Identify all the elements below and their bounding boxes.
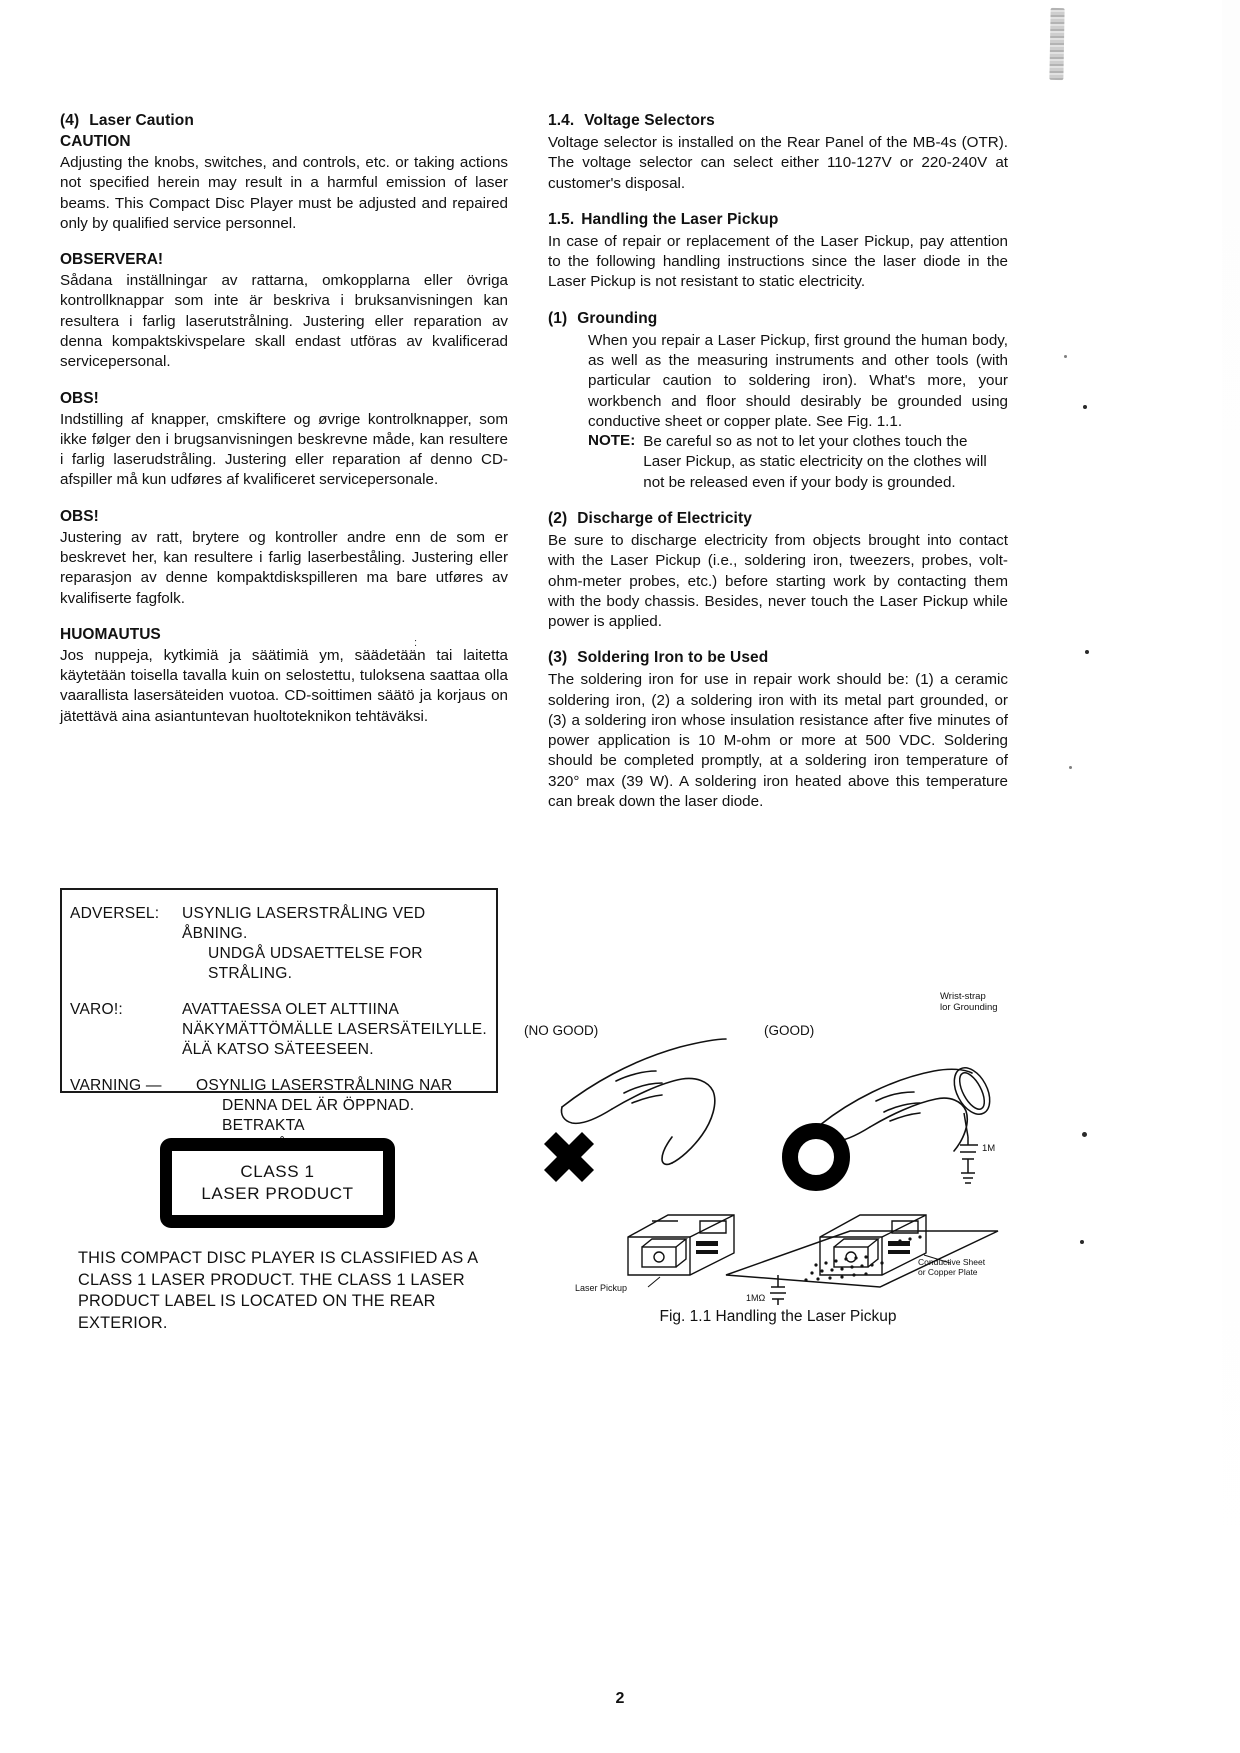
soldering-iron-paragraph: The soldering iron for use in repair work should be: (1) a ceramic soldering iron, (2) a soldering iron with its metal part grounded, or (3) a soldering iron whose insulation resistance after five minutes of power application is 10 M-ohm or more at 500 VDC. Soldering should be completed promptly, at a soldering iron temperature of 320° max (39 W). A soldering iron heated above this temperature can break down the laser diode. <box>548 671 1008 811</box>
left-column <box>60 112 508 727</box>
section-heading-discharge <box>548 510 1008 528</box>
section-number: (1) <box>548 309 568 327</box>
section-heading-soldering-iron <box>548 649 1008 667</box>
section-title: Handling the Laser Pickup <box>581 210 779 228</box>
obs-danish-paragraph: Indstilling af knapper, cmskiftere og øvrige kontrolknapper, som ikke følger den i brugsanvisningen beskrevne måde, kan resultere i farlig laserudstråling. Justering eller reparation af denno CD-afspiller må kun udføres af kvalificeret servicepersonale. <box>60 410 508 489</box>
section-number: (2) <box>548 509 568 527</box>
section-title: Grounding <box>577 309 658 327</box>
resistor-symbol-right <box>960 1137 978 1183</box>
section-number: (4) <box>60 112 80 129</box>
class-label-line-2: LASER PRODUCT <box>201 1184 354 1203</box>
section-heading-grounding <box>548 310 1008 328</box>
warning-key: VARNING — <box>70 1076 162 1094</box>
scan-speck <box>1085 650 1089 654</box>
figure-1-1-illustration <box>520 975 1020 1305</box>
laser-warning-box <box>60 888 498 1134</box>
warning-key: VARO!: <box>70 1000 123 1018</box>
warning-line: NÄKYMÄTTÖMÄLLE LASERSÄTEILYLLE. <box>182 1020 487 1038</box>
figure-label-laser-pickup: Laser Pickup <box>575 1283 628 1293</box>
section-heading-handling-laser-pickup <box>548 211 1008 229</box>
figure-caption: Fig. 1.1 Handling the Laser Pickup <box>659 1308 897 1325</box>
warning-line: ÄLÄ KATSO SÄTEESEEN. <box>182 1040 374 1058</box>
grounding-note <box>588 432 1008 493</box>
x-mark-icon <box>550 1138 588 1176</box>
scan-speck <box>1083 405 1087 409</box>
scan-speck <box>1080 1240 1084 1244</box>
figure-label-conductive-2: or Copper Plate <box>918 1267 978 1277</box>
class-label-inner <box>172 1151 383 1215</box>
observera-heading: OBSERVERA! <box>60 251 164 269</box>
grounding-paragraph: When you repair a Laser Pickup, first ground the human body, as well as the measuring instruments and other tools (with particular caution to soldering iron). What's more, your workbench and floor should desirably be grounded using conductive sheet or copper plate. See Fig. 1.1. <box>588 331 1008 430</box>
circle-mark-icon <box>790 1131 842 1183</box>
right-column <box>548 112 1008 812</box>
discharge-paragraph: Be sure to discharge electricity from objects brought into contact with the Laser Pickup (i.e., soldering iron, tweezers, probes, volt-ohm-meter probes, etc.) before starting work by contacting them with the body chassis. Besides, never touch the Laser Pickup while power is applied. <box>548 531 1008 631</box>
warning-line: AVATTAESSA OLET ALTTIINA <box>182 1000 400 1018</box>
huomautus-paragraph: Jos nuppeja, kytkimiä ja säätimiä ym, säädetään tai laitetta käytetään toisella tavalla kuin on selostettu, tuloksena saattaa olla vaarallista lasersäteiden vuotoa. CD-soittimen säätö ja korjaus on jätettävä aina asiantuntevan huoltoteknikon tehtäväksi. <box>60 646 508 725</box>
warning-value <box>182 1000 488 1060</box>
figure-label-wrist-strap-1: Wrist-strap <box>940 991 986 1002</box>
handling-laser-pickup-paragraph: In case of repair or replacement of the Laser Pickup, pay attention to the following handling instructions since the laser diode in the Laser Pickup is not resistant to static electricity. <box>548 232 1008 291</box>
section-title: Laser Caution <box>89 112 194 129</box>
class-label-caption: THIS COMPACT DISC PLAYER IS CLASSIFIED AS A CLASS 1 LASER PRODUCT. THE CLASS 1 LASER PRODUCT LABEL IS LOCATED ON THE REAR EXTERIOR. <box>78 1249 478 1333</box>
section-heading-voltage-selectors <box>548 112 1008 130</box>
obs-norwegian-heading: OBS! <box>60 507 99 525</box>
scan-smudge-artifact <box>1049 8 1064 80</box>
class-label-line-1: CLASS 1 <box>240 1162 315 1182</box>
obs-danish-heading: OBS! <box>60 389 99 407</box>
warning-key: ADVERSEL: <box>70 905 160 922</box>
figure-label-1m-right: 1M <box>982 1143 996 1154</box>
obs-norwegian-paragraph: Justering av ratt, brytere og kontroller andre enn de som er beskrevet her, kan resultere i farlig laserbeståling. Justering eller reparasjon av denne kompaktdiskspilleren ma bare utføres av kvalifiserte fagfolk. <box>60 528 508 607</box>
warning-row-adversel <box>70 904 488 984</box>
figure-label-good: (GOOD) <box>764 1023 815 1038</box>
warning-value <box>182 904 488 984</box>
section-number: (3) <box>548 649 568 667</box>
warning-line: DENNA DEL ÄR ÖPPNAD. BETRAKTA <box>222 1096 415 1134</box>
note-text: Be careful so as not to let your clothes touch the Laser Pickup, as static electricity on the clothes will not be released even if your body is grounded. <box>643 433 987 491</box>
section-title: Voltage Selectors <box>584 112 715 129</box>
section-title: Soldering Iron to be Used <box>577 649 769 667</box>
warning-line: UNDGÅ UDSAETTELSE FOR STRÅLING. <box>208 944 423 982</box>
scan-speck <box>1082 1132 1087 1137</box>
scan-speck <box>1064 355 1067 358</box>
figure-label-1m-bottom: 1MΩ <box>746 1293 766 1303</box>
grounding-body <box>588 331 1008 432</box>
section-number: 1.5. <box>548 210 575 228</box>
warning-line: USYNLIG LASERSTRÅLING VED ÅBNING. <box>182 905 426 942</box>
stray-mark: : <box>414 637 418 649</box>
figure-label-wrist-strap-2: lor Grounding <box>940 1002 998 1013</box>
laser-pickup-left <box>628 1215 734 1275</box>
class-1-laser-product-label <box>160 1138 395 1228</box>
voltage-selectors-paragraph: Voltage selector is installed on the Rear Panel of the MB-4s (OTR). The voltage selector can select either 110-127V or 220-240V at customer's disposal. <box>548 134 1008 192</box>
laser-pickup-left-detail <box>696 1241 718 1254</box>
figure-label-no-good: (NO GOOD) <box>524 1023 599 1038</box>
label-leader-lines <box>648 1255 950 1287</box>
caution-heading: CAUTION <box>60 133 131 150</box>
observera-paragraph: Sådana inställningar av rattarna, omkopplarna eller övriga kontrollknappar som inte är beskriva i bruksanvisningen kan resultera i farlig laserutstrålning. Justering eller reparation av denna kompaktskivspelare skall endast utföras av kvalificerad servicepersonal. <box>60 272 508 371</box>
scan-edge-artifact <box>1222 0 1240 1753</box>
warning-line: OSYNLIG LASERSTRÅLNING NAR <box>196 1076 453 1094</box>
caution-paragraph: Adjusting the knobs, switches, and controls, etc. or taking actions not specified herein may result in a harmful emission of laser beams. This Compact Disc Player must be adjusted and repaired only by qualified service personnel. <box>60 154 508 232</box>
section-title: Discharge of Electricity <box>577 509 752 527</box>
warning-row-varo <box>70 1000 488 1060</box>
section-heading-laser-caution <box>60 112 508 130</box>
section-number: 1.4. <box>548 112 575 129</box>
note-label: NOTE: <box>588 432 636 450</box>
scan-speck <box>1069 766 1072 769</box>
figure-label-conductive-1: Conductive Sheet <box>918 1257 986 1267</box>
page-number: 2 <box>615 1690 625 1707</box>
huomautus-heading: HUOMAUTUS <box>60 625 161 643</box>
